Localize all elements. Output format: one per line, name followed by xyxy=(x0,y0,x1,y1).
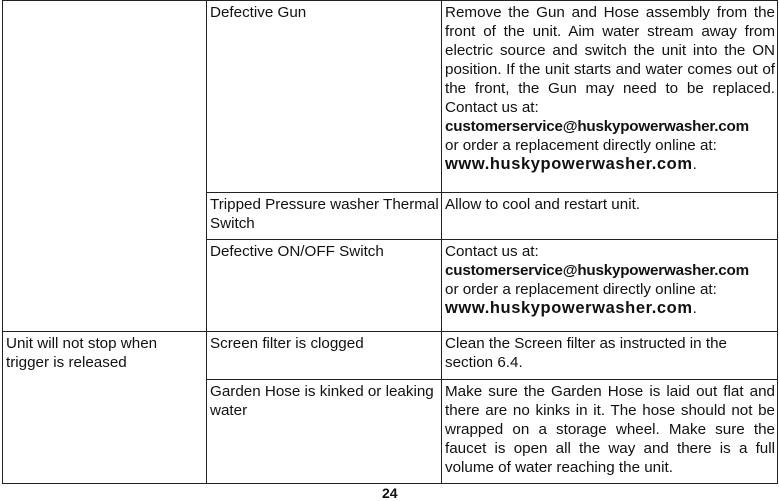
table-row xyxy=(3,332,778,380)
solution-cell: Allow to cool and restart unit. xyxy=(442,193,778,240)
solution-text: Remove the Gun and Hose assembly from the front of the unit. Aim water stream away from electric source and switch the unit into the ON position. If the unit starts and water comes out of the front, the Gun may need to be replaced. Contact us at: xyxy=(445,4,775,116)
problem-cell xyxy=(3,1,207,332)
website-suffix: . xyxy=(692,300,697,317)
table-row xyxy=(3,1,778,193)
solution-cell: Make sure the Garden Hose is laid out flat and there are no kinks in it. The hose should not be wrapped on a storage wheel. Make sure the faucet is open all the way and there is a full volume of water reaching the unit. xyxy=(442,380,778,484)
cause-cell: Screen filter is clogged xyxy=(207,332,442,380)
problem-cell: Unit will not stop when trigger is released xyxy=(3,332,207,484)
website-link[interactable]: www.huskypowerwasher.com xyxy=(445,155,693,173)
solution-cell xyxy=(442,240,778,332)
troubleshooting-table xyxy=(2,0,778,484)
cause-cell: Tripped Pressure washer Thermal Switch xyxy=(207,193,442,240)
website-link[interactable]: www.huskypowerwasher.com xyxy=(445,299,693,317)
contact-text: Contact us at: xyxy=(445,243,539,260)
cause-cell: Garden Hose is kinked or leaking water xyxy=(207,380,442,484)
website-suffix: . xyxy=(692,156,697,173)
cause-cell: Defective ON/OFF Switch xyxy=(207,240,442,332)
page-number: 24 xyxy=(382,485,398,501)
email-link[interactable]: customerservice@huskypowerwasher.com xyxy=(445,262,749,279)
order-text: or order a replacement directly online at: xyxy=(445,137,717,154)
solution-cell xyxy=(442,1,778,193)
solution-cell: Clean the Screen filter as instructed in the section 6.4. xyxy=(442,332,778,380)
email-link[interactable]: customerservice@huskypowerwasher.com xyxy=(445,118,749,135)
cause-cell: Defective Gun xyxy=(207,1,442,193)
order-text: or order a replacement directly online at: xyxy=(445,281,717,298)
